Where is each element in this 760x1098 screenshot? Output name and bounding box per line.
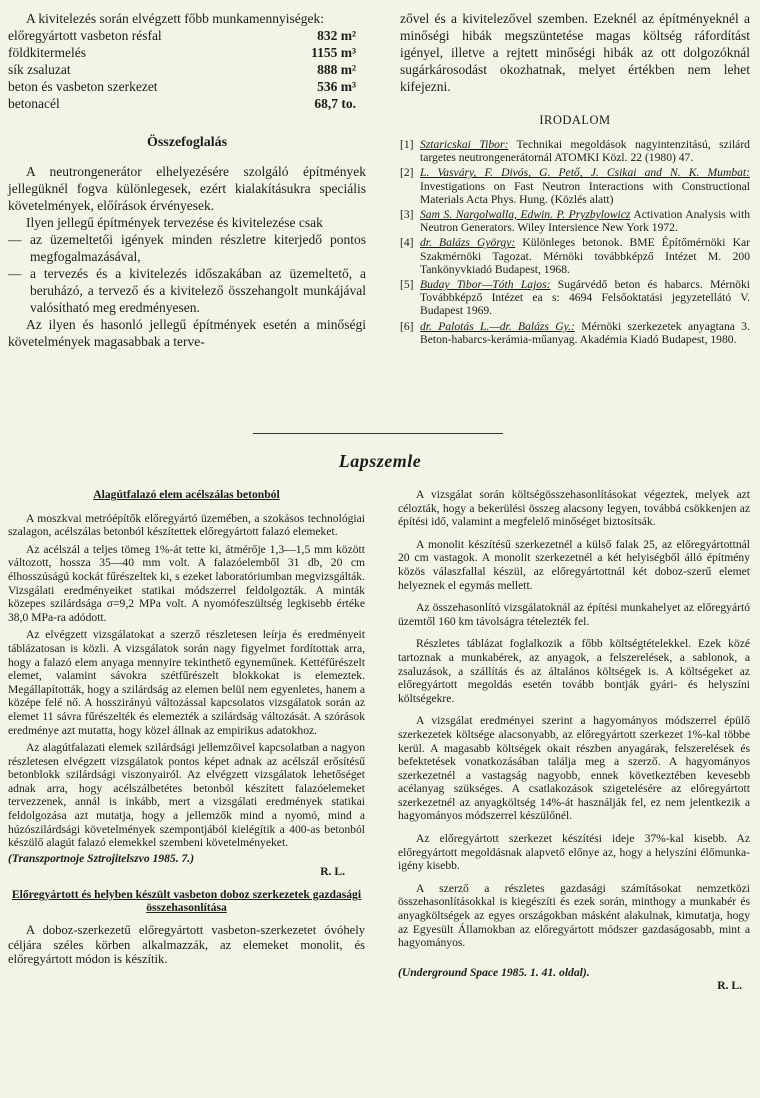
reference-number: [1] xyxy=(400,138,414,151)
quantity-row xyxy=(8,78,366,95)
reference-item xyxy=(400,320,750,346)
reference-item xyxy=(400,166,750,206)
reference-number: [4] xyxy=(400,236,414,250)
reference-text: Különleges betonok. BME Építőmérnöki Kar Szakmérnöki Tagozat. Mérnöki továbbképző Intézet M. 200 Tankönyvkiadó Budapest, 1968. xyxy=(420,236,750,276)
bullet-text: a tervezés és a kivitelezés időszakában az üzemeltető, a beruházó, a tervező és a kivitelező összehangolt munkájával valósítható meg eredményesen. xyxy=(30,266,366,315)
references-list xyxy=(400,138,750,346)
reference-body xyxy=(420,236,750,276)
reference-body xyxy=(420,138,750,164)
bullet-text: az üzemeltetői igények minden részletre kiterjedő pontos megfogalmazásával, xyxy=(30,232,366,264)
reference-body xyxy=(420,166,750,206)
reference-text: Activation Analysis with Neutron Generators. Wiley Intersience New York 1972. xyxy=(420,208,750,235)
reference-number: [6] xyxy=(400,319,414,333)
article-title: Előregyártott és helyben készült vasbeton doboz szerkezetek gazdasági összehasonlítása xyxy=(11,887,362,915)
quantity-value: 888 m² xyxy=(317,62,356,77)
reference-author: Sam S. Nargolwalla, Edwin. P. Pryzbylowicz xyxy=(420,208,631,222)
quantity-row xyxy=(8,27,366,44)
quantity-value: 536 m³ xyxy=(317,79,356,94)
reference-body xyxy=(420,278,750,318)
references-heading: IRODALOM xyxy=(539,113,611,127)
quantity-value: 832 m² xyxy=(317,28,356,43)
reference-item xyxy=(400,236,750,276)
reference-author: dr. Balázs György: xyxy=(420,236,516,250)
article-paragraph: A szerző a részletes gazdasági számításokat nemzetközi összehasonlításokkal is kiegészíti és ezek során, minthogy a munkabér és anyagköltségek az egyes országokban másként alakulnak, kimutatja, hogy az Egyesült Államokban az előregyártott módszer gazdaságosabb, mint a hagyományos. xyxy=(398,881,750,950)
article-signature: R. L. xyxy=(320,864,345,878)
quantities-list xyxy=(8,27,366,112)
quantity-value: 68,7 to. xyxy=(314,96,356,111)
section-title: Lapszemle xyxy=(338,451,422,471)
reference-item xyxy=(400,138,750,164)
article-paragraph: Az elvégzett vizsgálatokat a szerző részletesen leírja és eredményeit táblázatosan is közli. A vizsgálatok során nagy figyelmet fordítottak arra, hogy a falazó elem anyaga mennyire tekinthető egyneműnek. Kettéfűrészelt elemet, valamint sávokra szétfűrészelt blokkokat is elemeztek. Megállapították, hogy a szilárdság az elemen belül nem egyenletes, hanem a középe felé nő. A hosszirányú változással kapcsolatos vizsgálatok során az elemet 11 sávra fűrészelték és elemezték a szilárdság változását. A szórások eredménye azt mutatta, hogy közel állnak az empirikus adatokhoz. xyxy=(8,628,365,737)
quantity-name: sík zsaluzat xyxy=(8,62,71,77)
reference-text: Sugárvédő beton és habarcs. Mérnöki Továbbképző Intézet ea s: 4694 Felsőoktatási jegyzetellátó V. Budapest 1969. xyxy=(420,278,750,318)
article-paragraph: Az acélszál a teljes tömeg 1%-át tette ki, átmérője 1,3—1,5 mm között változott, hossza 35—40 mm volt. A falazóelemből 31 db, 20 cm élhosszúságú kockát fűrészeltek ki, s ezeket laboratóriumban megvizsgálták. Vizsgálati eredményeiket statikai módszerrel feldolgozták. A minták közepes szilárdsága σ=9,2 MPa volt. A nyomófeszültség legkisebb értéke 38,0 MPa-ra adódott. xyxy=(8,542,365,624)
reference-text: Technikai megoldások nagyintenzitású, szilárd targetes neutrongenerátornál ATOMKI Közl. 22 (1980) 47. xyxy=(420,138,750,165)
reference-author: Buday Tibor—Tóth Lajos: xyxy=(420,278,551,292)
reference-author: dr. Palotás L.—dr. Balázs Gy.: xyxy=(420,319,575,333)
summary-paragraph: Az ilyen és hasonló jellegű építmények esetén a minőségi követelmények magasabbak a terve- xyxy=(8,317,366,349)
reference-author: Sztaricskai Tibor: xyxy=(420,138,509,151)
reference-number: [5] xyxy=(400,278,414,292)
bottom-right-column xyxy=(398,488,750,992)
quantity-row xyxy=(8,44,366,61)
reference-item xyxy=(400,278,750,318)
quantity-row xyxy=(8,95,366,112)
quantity-name: beton és vasbeton szerkezet xyxy=(8,79,158,94)
quantity-row xyxy=(8,61,366,78)
top-right-column xyxy=(400,10,750,348)
reference-text: Mérnöki szerkezetek anyagtana 3. Beton-habarcs-kerámia-műanyag. Akadémia Kiadó Budapest, 1980. xyxy=(420,319,750,346)
reference-author: L. Vasváry, F. Divós, G. Pető, J. Csikai and N. K. Mumbat: xyxy=(420,166,750,180)
article-paragraph: Részletes táblázat foglalkozik a főbb költségtételekkel. Ezek közé tartoznak a munkabérek, az anyagok, a felszerelések, a sablonok, a zsaluzások, a szállítás és az általános költségek is. A költségeket az előregyártott megoldás esetén tovább bontják gyári- és helyszíni költségekre. xyxy=(398,637,750,705)
bottom-left-column xyxy=(8,488,365,967)
summary-paragraph: Ilyen jellegű építmények tervezése és kivitelezése csak xyxy=(26,215,323,230)
quantity-value: 1155 m³ xyxy=(311,45,356,60)
article-paragraph: A vizsgálat során költségösszehasonlításokat végeztek, melyek azt célozták, hogy a bekerülési összeg alacsony legyen, továbbá csökkenjen az építési idő, valamint a megfelelő minőséget biztosítsák. xyxy=(398,488,750,529)
reference-body xyxy=(420,320,750,346)
article-signature: R. L. xyxy=(717,978,742,992)
reference-item xyxy=(400,208,750,234)
reference-number: [3] xyxy=(400,208,414,222)
article-paragraph: A vizsgálat eredményei szerint a hagyományos módszerrel épülő szerkezetek költsége alacsonyabb, az előregyártott szerkezet 1%-kal többe kerül. A magasabb költségek okait részben anyagárak, felszerelések és befektetések vonatkozásában találja meg a szerző. A hagyományos szerkezetnél a vastagság nagyobb, ennek következtében kevesebb acélanyag szükséges. A csatlakozások szigetelésére az előregyártott szerkezetnél az anyagköltség 14%-át használják fel, ez nem jelentkezik a hagyományos módszerrel készülőnél. xyxy=(398,714,750,823)
article-source: (Transzportnoje Sztrojitelszvo 1985. 7.) xyxy=(8,851,195,865)
article-title: Alagútfalazó elem acélszálas betonból xyxy=(93,488,280,501)
quantity-name: előregyártott vasbeton résfal xyxy=(8,28,162,43)
article-paragraph: A doboz-szerkezetű előregyártott vasbeton-szerkezetet óvóhely céljára széles körben alkalmazzák, az elemeket monolit, és előregyártott módon is készítik. xyxy=(8,923,365,967)
reference-body xyxy=(420,208,750,234)
article-paragraph: Az alagútfalazati elemek szilárdsági jellemzőivel kapcsolatban a nagyon részletesen elvégzett vizsgálatok pontos képet adnak az acélszál erősítésű betonblokk szilárdsági viszonyairól. Az elvégzett vizsgálatok lehetőséget adnak arra, hogy acélszálbetétes betonból készített falazóelemeket tervezzenek, annál is inkább, mert a vizsgálati eredmények statikai feldolgozása azt mutatja, hogy a jellemzők mind a nyomó, mind a húzószilárdsági követelmények szempontjából kielégítik a 400-as betonból készülő alagút falazó elemekkel szembeni követelményeket. xyxy=(8,741,365,850)
article-paragraph: Az előregyártott szerkezet készítési ideje 37%-kal kisebb. Az előregyártott megoldásnak alapvető előnye az, hogy a helyszíni élőmunka-igény kisebb. xyxy=(398,832,750,873)
reference-text: Investigations on Fast Neutron Interactions with Constructional Materials Acta Phys. Hung. (Közlés alatt) xyxy=(420,179,750,206)
summary-heading: Összefoglalás xyxy=(146,135,228,150)
article-paragraph: A moszkvai metróépítők előregyártó üzemében, a szokásos technológiai szalagon, acélszálas betonból készítettek előregyártott falazó elemeket. xyxy=(8,511,365,539)
summary-bullet: — az üzemeltetői igények minden részletre kiterjedő pontos megfogalmazásával, xyxy=(8,232,366,264)
reference-number: [2] xyxy=(400,166,414,180)
quantity-name: földkitermelés xyxy=(8,45,86,60)
summary-paragraph: A neutrongenerátor elhelyezésére szolgáló építmények jellegüknél fogva különlegesek, ezért kialakításukra speciális követelmények, előírások érvényesek. xyxy=(8,164,366,213)
continuation-paragraph: zővel és a kivitelezővel szemben. Ezeknél az építményeknél a minőségi hibák megszüntetése magas költség ráfordítást igényel, illetve a rejtett minőségi hibák az ott dolgozóknál sugárkárosodást okozhatnak, melyet értékben nem lehet kifejezni. xyxy=(400,11,750,94)
quantities-intro: A kivitelezés során elvégzett főbb munkamennyiségek: xyxy=(26,11,325,26)
summary-bullet: — a tervezés és a kivitelezés időszakában az üzemeltető, a beruházó, a tervező és a kivitelező összehangolt munkájával valósítható meg eredményesen. xyxy=(8,266,366,315)
quantity-name: betonacél xyxy=(8,96,60,111)
section-divider xyxy=(253,433,503,434)
article-source: (Underground Space 1985. 1. 41. oldal). xyxy=(398,965,590,979)
top-left-column xyxy=(8,10,366,350)
article-paragraph: A monolit készítésű szerkezetnél a külső falak 25, az előregyártottnál 20 cm vastagok. A monolit szerkezetnél a két helyiségből álló építmény közös válaszfallal készül, az előregyártottnál két doboz-szerű elemet helyeznek el egymás mellett. xyxy=(398,537,750,592)
article-paragraph: Az összehasonlító vizsgálatoknál az építési munkahelyet az előregyártó üzemtől 160 km távolságra tételezték fel. xyxy=(398,601,750,628)
